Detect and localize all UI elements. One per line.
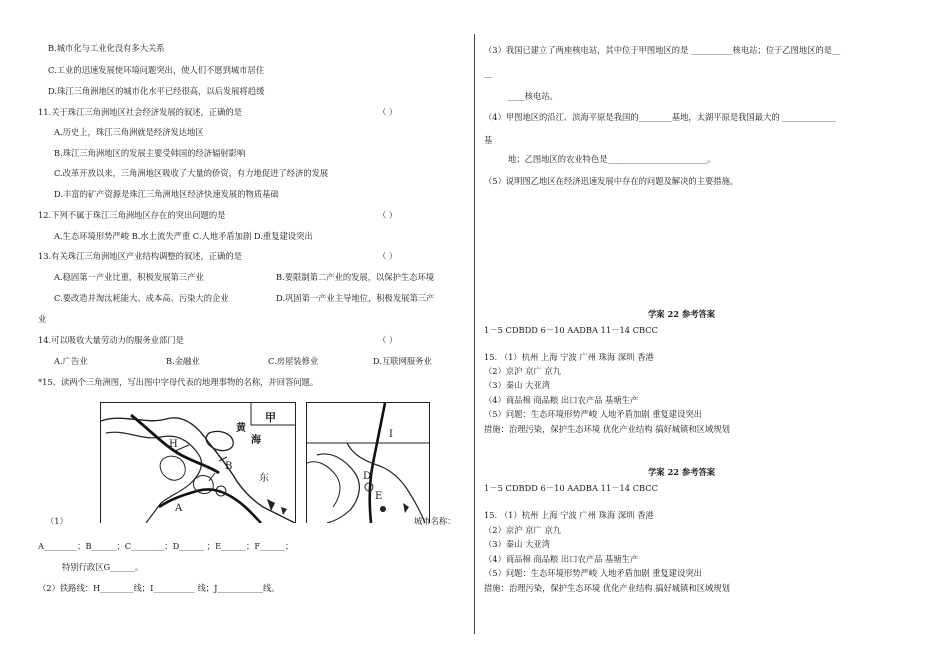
answer-key-1-title: 学案 22 参考答案 [648, 309, 716, 319]
answer-key-2-q15-5: （5）问题：生态环境形势严峻 人地矛盾加剧 重复建设突出 [484, 568, 702, 578]
question-11-option-a: A.历史上，珠江三角洲就是经济发达地区 [54, 127, 204, 137]
question-14-option-b: B.金融业 [166, 356, 200, 366]
question-12-answer-paren: （ ） [378, 210, 398, 220]
question-13-option-d: D.巩固第一产业主导地位，积极发展第三产 [276, 293, 435, 303]
question-13-answer-paren: （ ） [378, 251, 398, 261]
question-14: 14.可以吸收大量劳动力的服务业部门是 [38, 335, 184, 345]
answer-key-1-q15-4: （4）商品棉 商品粮 出口农产品 基塘生产 [484, 395, 639, 405]
sub-question-5: （5）说明图乙地区在经济迅速发展中存在的问题及解决的主要措施。 [484, 176, 739, 186]
question-15: *15、读两个三角洲图，写出图中字母代表的地理事物的名称，并回答问题。 [38, 377, 319, 387]
map-label-d: D [363, 471, 372, 482]
answer-key-2-title: 学案 22 参考答案 [648, 467, 716, 477]
map-label-h: H [169, 439, 178, 450]
map-label-a: A [175, 503, 183, 514]
question-11: 11.关于珠江三角洲地区社会经济发展的叙述，正确的是 [38, 107, 243, 117]
question-13-option-c: C.要改造并淘汰耗能大、成本高、污染大的企业 [54, 293, 229, 303]
map-label-huang: 黄 [236, 423, 246, 434]
map-yi-drawing [307, 403, 429, 523]
map-yi-pearl-delta [306, 402, 430, 523]
question-11-answer-paren: （ ） [378, 107, 398, 117]
answer-key-2-q15-2: （2）京沪 京广 京九 [484, 525, 561, 535]
sub-question-3-line1: （3）我国已建立了两座核电站，其中位于甲图地区的是 __________核电站；位于乙图地区的是__ [484, 45, 841, 55]
question-14-option-d: D.互联网服务业 [373, 356, 432, 366]
question-12: 12.下列不属于珠江三角洲地区存在的突出问题的是 [38, 210, 226, 220]
map-label-jia: 甲 [265, 411, 276, 424]
question-13-option-a: A.稳固第一产业比重，积极发展第三产业 [54, 272, 204, 282]
answer-key-2-q15-1: 15. （1）杭州 上海 宁波 广州 珠海 深圳 香港 [484, 510, 654, 520]
sub-question-4-line1: （4）甲图地区的沿江、滨海平原是我国的________基地，太湖平原是我国最大的 _____________ [484, 112, 837, 122]
sub-question-1-sar: 特别行政区G______。 [62, 562, 144, 572]
map-label-b: B [225, 461, 233, 472]
answer-key-2-measures: 措施：治理污染，保护生态环境 优化产业结构 搞好城镇和区域规划 [484, 583, 730, 593]
answer-key-1-q15-5: （5）问题：生态环境形势严峻 人地矛盾加剧 重复建设突出 [484, 409, 702, 419]
answer-key-1-q15-1: 15. （1）杭州 上海 宁波 广州 珠海 深圳 香港 [484, 352, 654, 362]
sub-question-1-blanks: A________；B______；C________；D______ ；E______；F______； [38, 541, 294, 551]
question-13: 13.有关珠江三角洲地区产业结构调整的叙述，正确的是 [38, 251, 243, 261]
sub-question-1-number: （1） [46, 516, 68, 526]
answer-key-1-measures: 措施：治理污染，保护生态环境 优化产业结构 搞好城镇和区域规划 [484, 424, 730, 434]
question-14-answer-paren: （ ） [378, 335, 398, 345]
answer-key-1-choice-answers: 1－5 CDBDD 6－10 AADBA 11－14 CBCC [484, 325, 659, 335]
question-14-option-c: C.房屋装修业 [268, 356, 319, 366]
answer-key-1-q15-2: （2）京沪 京广 京九 [484, 366, 561, 376]
map-label-e: E [375, 491, 383, 502]
answer-key-2-choice-answers: 1－5 CDBDD 6－10 AADBA 11－14 CBCC [484, 483, 659, 493]
option-b-prev: B.城市化与工业化没有多大关系 [48, 43, 165, 53]
map-label-hai: 海 [251, 435, 261, 446]
sub-question-2-railways: （2）铁路线：H________线；I__________ 线；J___________线。 [38, 583, 280, 593]
answer-key-1-q15-3: （3）秦山 大亚湾 [484, 380, 550, 390]
sub-question-3-line2: __ [484, 68, 493, 78]
question-11-option-c: C.改革开放以来，三角洲地区吸收了大量的侨资，有力地促进了经济的发展 [54, 168, 329, 178]
answer-key-2-q15-3: （3）秦山 大亚湾 [484, 539, 550, 549]
option-d-prev: D.珠江三角洲地区的城市化水平已经很高，以后发展将趋缓 [48, 86, 265, 96]
column-divider [474, 34, 475, 634]
sub-question-1-city-label: 城市名称： [414, 516, 456, 526]
question-14-option-a: A.广告业 [54, 356, 88, 366]
question-13-option-b: B.要限制第二产业的发展，以保护生态环境 [276, 272, 435, 282]
question-11-option-b: B.珠江三角洲地区的发展主要受韩国的经济辐射影响 [54, 148, 246, 158]
question-11-option-d: D.丰富的矿产资源是珠江三角洲地区经济快速发展的物质基础 [54, 189, 279, 199]
map-label-i: I [389, 429, 393, 440]
question-13-option-d-continued: 业 [38, 314, 47, 324]
map-jia-yangtze-delta [100, 402, 296, 523]
answer-key-2-q15-4: （4）商品棉 商品粮 出口农产品 基塘生产 [484, 554, 639, 564]
question-12-options: A.生态环境形势严峻 B.水土流失严重 C.人地矛盾加剧 D.重复建设突出 [54, 231, 313, 241]
option-c-prev: C.工业的迅速发展使环境问题突出，使人们不愿到城市居住 [48, 65, 265, 75]
sub-question-4-line3: 地；乙图地区的农业特色是________________________。 [508, 154, 716, 164]
sub-question-3-line3: ____核电站。 [508, 91, 558, 101]
sub-question-4-line2: 基 [484, 135, 493, 145]
map-label-dong: 东 [259, 473, 269, 484]
